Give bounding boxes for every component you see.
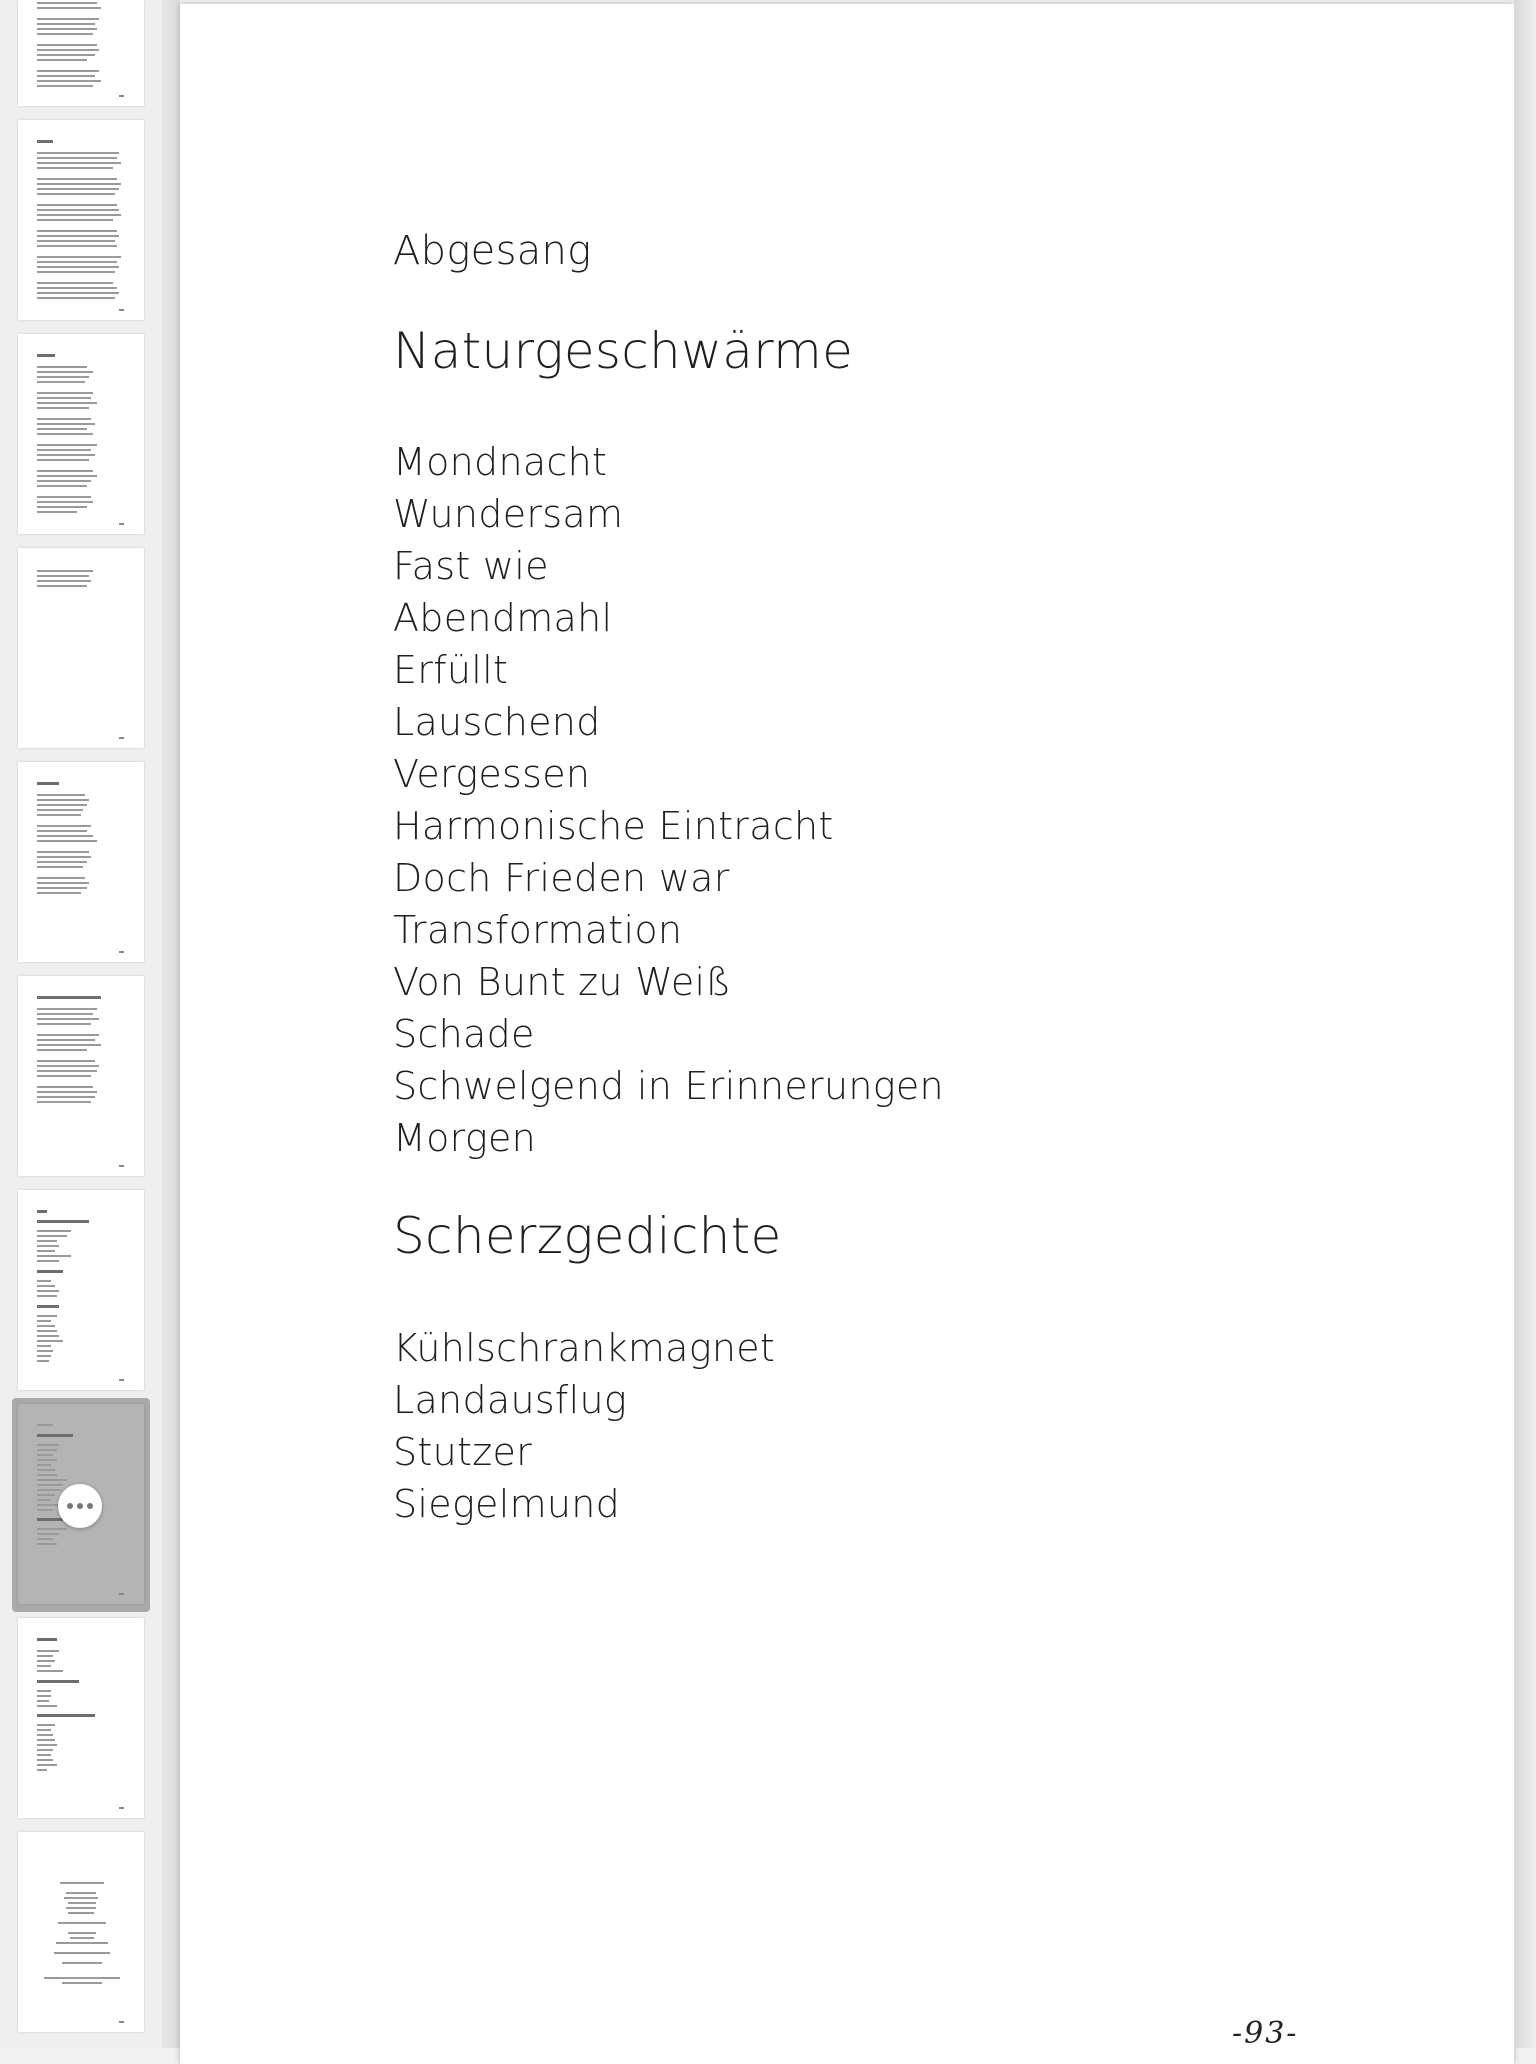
page-thumbnail[interactable] [18,762,144,962]
toc-entry[interactable]: Fast wie [393,544,549,588]
more-dot-icon [87,1503,93,1509]
page-thumbnail[interactable] [18,548,144,748]
sidebar-divider [162,0,180,2048]
document-page [180,4,1514,2064]
page-thumbnail[interactable] [18,976,144,1176]
page-thumbnail[interactable] [18,1190,144,1390]
toc-entry[interactable]: Stutzer [393,1430,533,1474]
page-thumbnail[interactable] [18,1832,144,2032]
more-dot-icon [67,1503,73,1509]
section-title: Abgesang [393,228,592,274]
more-dot-icon [77,1503,83,1509]
toc-entry[interactable]: Mondnacht [393,440,608,484]
page-thumbnail[interactable] [18,120,144,320]
toc-entry[interactable]: Doch Frieden war [393,856,730,900]
thumbnail-sidebar [0,0,162,2048]
group-heading-scherzgedichte: Scherzgedichte [393,1207,782,1265]
toc-entry[interactable]: Transformation [393,908,683,952]
page-thumbnail[interactable] [18,334,144,534]
toc-entry[interactable]: Abendmahl [393,596,613,640]
more-options-button[interactable] [58,1484,102,1528]
toc-entry[interactable]: Lauschend [393,700,601,744]
toc-entry[interactable]: Schwelgend in Erinnerungen [393,1064,944,1108]
toc-entry[interactable]: Erfüllt [393,648,509,692]
page-thumbnail[interactable] [18,0,144,106]
toc-entry[interactable]: Harmonische Eintracht [393,804,834,848]
toc-entry[interactable]: Von Bunt zu Weiß [393,960,732,1004]
page-number: -93- [1232,2016,1299,2051]
toc-entry[interactable]: Morgen [393,1116,537,1160]
page-shadow [1514,0,1536,2048]
toc-entry[interactable]: Landausflug [393,1378,627,1422]
toc-entry[interactable]: Schade [393,1012,535,1056]
page-thumbnail[interactable] [18,1618,144,1818]
group-heading-naturgeschwaerme: Naturgeschwärme [393,322,854,380]
toc-entry[interactable]: Wundersam [393,492,624,536]
toc-entry[interactable]: Vergessen [393,752,591,796]
toc-entry[interactable]: Siegelmund [393,1482,621,1526]
toc-entry[interactable]: Kühlschrankmagnet [393,1326,776,1370]
